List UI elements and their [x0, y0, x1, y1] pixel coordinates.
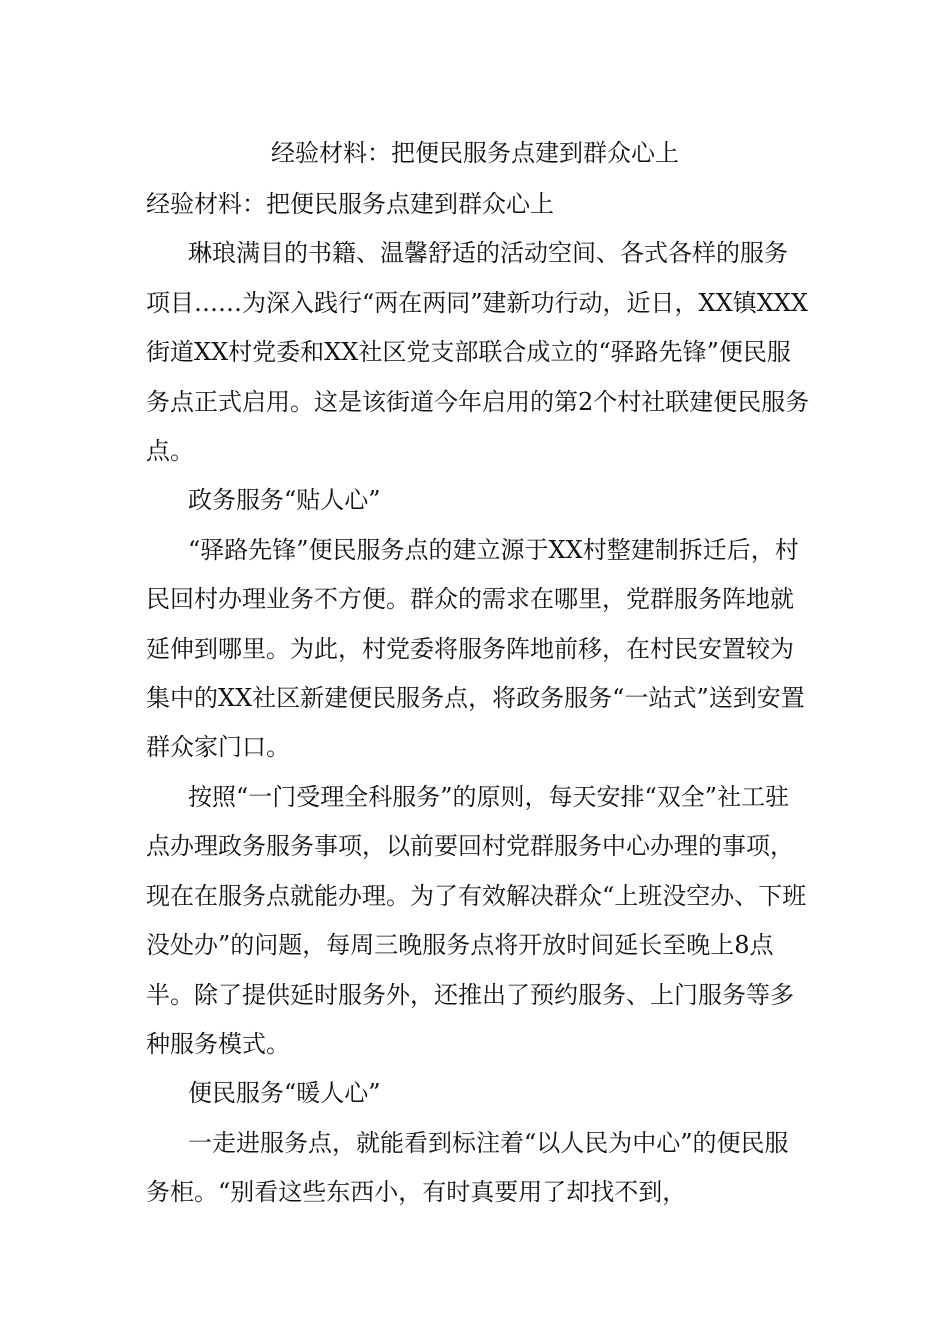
paragraph: 琳琅满目的书籍、温馨舒适的活动空间、各式各样的服务项目……为深入践行“两在两同”建新功行动，近日，XX镇XXX街道XX村党委和XX社区党支部联合成立的“驿路先锋”便民服务点正式启用。这是该街道今年启用的第2个村社联建便民服务点。 — [146, 239, 810, 466]
section-heading: 政务服务“贴人心” — [188, 486, 381, 515]
section-heading: 便民服务“暖人心” — [188, 1079, 381, 1108]
document-body — [146, 180, 811, 1218]
document-subtitle: 经验材料：把便民服务点建到群众心上 — [146, 190, 554, 218]
document-title: 经验材料：把便民服务点建到群众心上 — [271, 139, 679, 167]
paragraph: 一走进服务点，就能看到标注着“以人民为中心”的便民服务柜。“别看这些东西小，有时真要用了却找不到， — [146, 1128, 789, 1207]
paragraph: 按照“一门受理全科服务”的原则，每天安排“双全”社工驻点办理政务服务事项，以前要回村党群服务中心办理的事项，现在在服务点就能办理。为了有效解决群众“上班没空办、下班没处办”的问题，每周三晚服务点将开放时间延长至晚上8点半。除了提供延时服务外，还推出了预约服务、上门服务等多种服务模式。 — [146, 782, 807, 1058]
paragraph: “驿路先锋”便民服务点的建立源于XX村整建制拆迁后，村民回村办理业务不方便。群众的需求在哪里，党群服务阵地就延伸到哪里。为此，村党委将服务阵地前移，在村民安置较为集中的XX社区新建便民服务点，将政务服务“一站式”送到安置群众家门口。 — [146, 535, 805, 762]
